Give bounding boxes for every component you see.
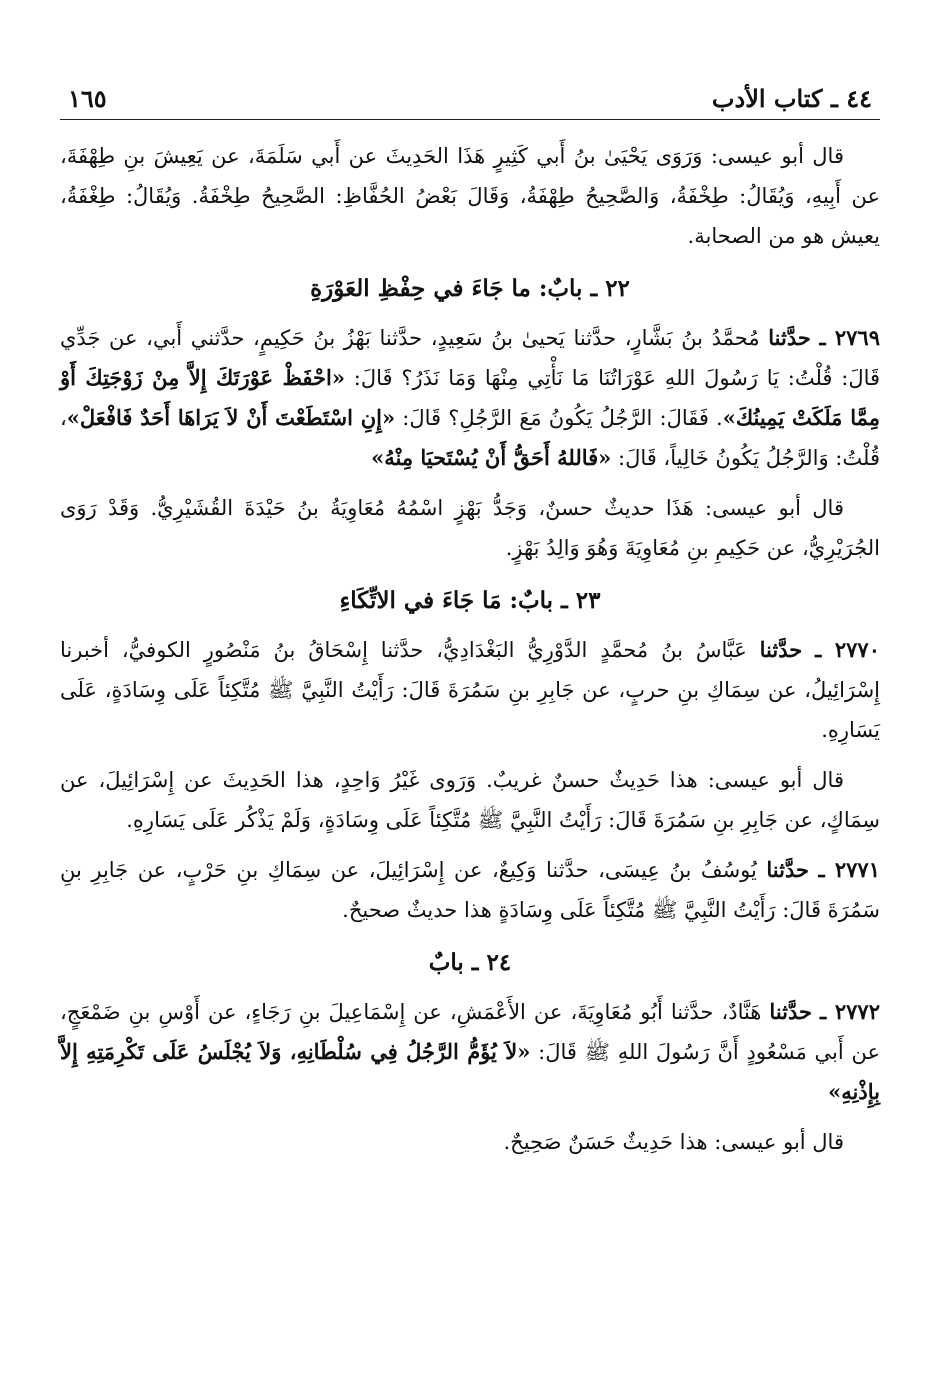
hadith-text: عَبَّاسُ بنُ مُحمَّدٍ الدَّوْرِيُّ البَغْدَادِيُّ، حدَّثنا إِسْحَاقُ بنُ مَنْصُورٍ الكوفيُّ، أخبرنا إِسْرَائِيلُ، عن سِمَاكِ بنِ حربٍ، عن جَابِرِ بنِ سَمُرَةَ قَالَ: رَأَيْتُ النَّبِيَّ ﷺ مُتَّكِئاً عَلَى وِسَادَةٍ، عَلَى يَسَارِهِ.	[60, 638, 880, 742]
book-title: ٤٤ ـ كتاب الأدب	[711, 84, 872, 113]
page-header	[60, 62, 880, 120]
hadith-text: يُوسُفُ بنُ عِيسَى، حدَّثنا وَكِيعٌ، عن إِسْرَائِيلَ، عن سِمَاكِ بنِ حَرْبٍ، عن جَابِرِ بنِ سَمُرَةَ قَالَ: رَأَيْتُ النَّبِيَّ ﷺ مُتَّكِئاً عَلَى وِسَادَةٍ هذا حديثٌ صحيحٌ.	[60, 858, 880, 922]
chapter-heading: ٢٤ ـ بابٌ	[428, 949, 512, 976]
hadith-number: ٢٧٧٠ ـ	[815, 637, 880, 662]
prophetic-quote: «إِنِ اسْتَطَعْتَ أَنْ لاَ يَرَاهَا أَحَدٌ فَافْعَلْ»	[66, 405, 396, 430]
narration-opening: حدَّثنا	[769, 999, 813, 1024]
hadith-number: ٢٧٧٢ ـ	[820, 999, 880, 1024]
book-page	[60, 62, 880, 1172]
hadith-text: هَنَّادٌ، حدَّثنا أَبُو مُعَاوِيَةَ، عن الأَعْمَشِ، عن إِسْمَاعِيلَ بنِ رَجَاءٍ، عن أَوْسِ بنِ ضَمْعَجٍ، عن أَبي مَسْعُودٍ أَنَّ رَسُولَ اللهِ ﷺ قَالَ:	[60, 1000, 880, 1064]
page-content	[60, 120, 880, 1162]
prophetic-quote: «لاَ يُؤَمُّ الرَّجُلُ فِي سُلْطَانِهِ، وَلاَ يُجْلَسُ عَلَى تَكْرِمَتِهِ إِلاَّ بِإِذْنِهِ»	[60, 1039, 880, 1104]
chapter-heading: ٢٣ ـ بابٌ: مَا جَاءَ في الاتِّكَاءِ	[339, 587, 601, 614]
prophetic-quote: «احْفَظْ عَوْرَتَكَ إِلاَّ مِنْ زَوْجَتِكَ أَوْ مِمَّا مَلَكَتْ يَمِينُكَ»	[60, 365, 881, 430]
commentary-paragraph: قال أبو عيسى: هَذَا حديثٌ حسنٌ، وَجَدُّ بَهْزٍ اسْمُهُ مُعَاوِيَةُ بنُ حَيْدَةَ القُشَيْرِيُّ. وَقَدْ رَوَى الجُرَيْرِيُّ، عن حَكِيمِ بنِ مُعَاوِيَةَ وَهُوَ وَالِدُ بَهْزٍ.	[60, 496, 880, 560]
hadith-text: . فَقَالَ: الرَّجُلُ يَكُونُ مَعَ الرَّجُلِ؟ قَالَ:	[395, 406, 723, 430]
hadith-number: ٢٧٧١ ـ	[818, 857, 880, 882]
hadith-2771	[60, 850, 880, 930]
commentary-paragraph: قال أبو عيسى: هذا حَدِيثٌ حسنٌ غريبٌ. وَرَوى غَيْرُ وَاحِدٍ، هذا الحَدِيثَ عن إِسْرَائِيلَ، عن سِمَاكٍ، عن جَابِرِ بنِ سَمُرَةَ قَالَ: رَأَيْتُ النَّبِيَّ ﷺ مُتَّكِئاً عَلَى وِسَادَةٍ، وَلَمْ يَذْكُر عَلَى يَسَارِهِ.	[60, 768, 880, 832]
narration-opening: حدَّثنا	[759, 637, 803, 662]
narration-opening: حدَّثنا	[768, 325, 811, 350]
chapter-heading: ٢٢ ـ بابٌ: ما جَاءَ في حِفْظِ العَوْرَةِ	[310, 275, 630, 302]
hadith-number: ٢٧٦٩ ـ	[819, 325, 880, 350]
commentary-paragraph: قال أبو عيسى: هذا حَدِيثٌ حَسَنٌ صَحِيحٌ.	[503, 1130, 844, 1154]
hadith-text: مُحمَّدُ بنُ بَشَّارٍ، حدَّثنا يَحيىٰ بنُ سَعِيدٍ، حدَّثنا بَهْزُ بنُ حَكِيمٍ، حدَّثني أَبي، عن جَدِّي قَالَ: قُلْتُ: يَا رَسُولَ اللهِ عَوْرَاتُنَا مَا نَأْتِي مِنْهَا وَمَا نَذَرُ؟ قَالَ:	[60, 326, 881, 390]
hadith-2769	[60, 318, 880, 478]
prophetic-quote: «فَاللهُ أَحَقُّ أَنْ يُسْتَحيَا مِنْهُ»	[371, 445, 612, 470]
hadith-2772	[60, 992, 880, 1112]
narration-opening: حدَّثنا	[766, 857, 809, 882]
page-number: ١٦٥	[68, 84, 107, 113]
commentary-paragraph: قال أبو عيسى: وَرَوَى يَحْيَىٰ بنُ أَبي كَثِيرٍ هَذَا الحَدِيثَ عن أَبي سَلَمَةَ، عن يَعِيشَ بنِ طِهْفَةَ، عن أَبِيهِ، وَيُقَالُ: طِخْفَةُ، وَالصَّحِيحُ طِهْفَةُ، وَقَالَ بَعْضُ الحُفَّاظِ: الصَّحِيحُ طِخْفَةُ. وَيُقَالُ: طِغْفَةُ، يعيش هو من الصحابة.	[60, 144, 880, 248]
hadith-text: ، قُلْتُ: وَالرَّجُلُ يَكُونُ خَالِياً، قَالَ:	[60, 406, 880, 470]
hadith-2770	[60, 630, 880, 750]
